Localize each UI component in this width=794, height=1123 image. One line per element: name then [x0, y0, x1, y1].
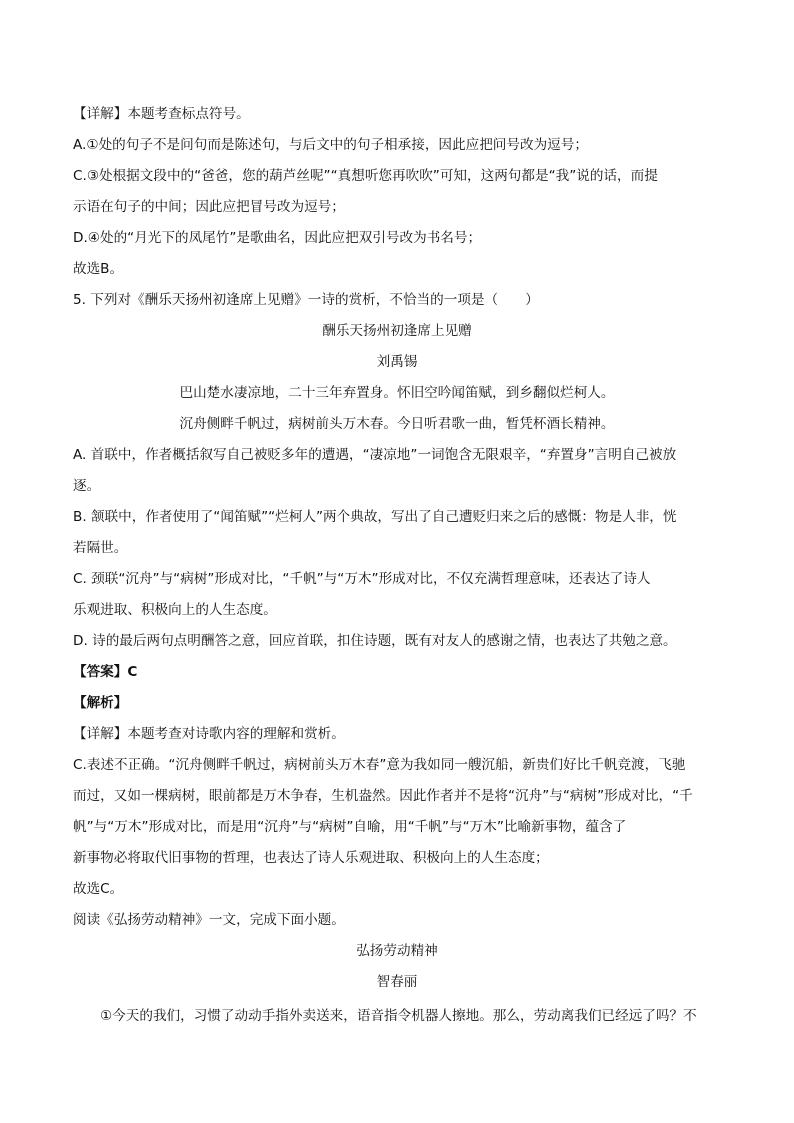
article-author: 智春丽 — [376, 974, 418, 990]
explanation-line-1: C.表述不正确。“沉舟侧畔千帆过，病树前头万木春”意为我如同一艘沉船，新贵们好比千帆竞渡，飞驰 — [73, 757, 686, 773]
choice-b: 故选B。 — [73, 261, 124, 277]
option-d: D. 诗的最后两句点明酬答之意，回应首联，扣住诗题，既有对友人的感谢之情，也表达了共勉之意。 — [73, 633, 677, 649]
explanation-c-line1: C.③处根据文段中的“爸爸，您的葫芦丝呢”“真想听您再吹吹”可知，这两句都是“我”说的话，而提 — [73, 168, 658, 184]
analysis-label: 【解析】 — [73, 695, 128, 711]
explanation-line-2: 而过，又如一棵病树，眼前都是万木争春，生机盎然。因此作者并不是将“沉舟”与“病树”形成对比，“千 — [73, 788, 693, 804]
poem-title: 酬乐天扬州初逢席上见赠 — [322, 323, 472, 339]
poem-line-2: 沉舟侧畔千帆过，病树前头万木春。今日听君歌一曲，暂凭杯酒长精神。 — [179, 416, 615, 432]
reading-intro: 阅读《弘扬劳动精神》一文，完成下面小题。 — [73, 912, 345, 928]
explanation-line-4: 新事物必将取代旧事物的哲理，也表达了诗人乐观进取、积极向上的人生态度； — [73, 850, 549, 866]
poem-line-1: 巴山楚水凄凉地，二十三年弃置身。怀旧空吟闻笛赋，到乡翻似烂柯人。 — [179, 385, 615, 401]
choice-c: 故选C。 — [73, 881, 124, 897]
article-paragraph-1: ①今天的我们，习惯了动动手指外卖送来，语音指令机器人擦地。那么，劳动离我们已经远了吗？不 — [100, 1008, 697, 1024]
option-c-line1: C. 颈联“沉舟”与“病树”形成对比，“千帆”与“万木”形成对比，不仅充满哲理意味，还表达了诗人 — [73, 571, 651, 587]
question-5-stem: 5. 下列对《酬乐天扬州初逢席上见赠》一诗的赏析，不恰当的一项是（ ） — [73, 292, 539, 308]
option-a-line1: A. 首联中，作者概括叙写自己被贬多年的遭遇，“凄凉地”一词饱含无限艰辛，“弃置身”言明自己被放 — [73, 447, 677, 463]
answer-label: 【答案】C — [73, 664, 138, 680]
option-a-line2: 逐。 — [73, 478, 101, 494]
explanation-line-3: 帆”与“万木”形成对比，而是用“沉舟”与“病树”自喻，用“千帆”与“万木”比喻新事物，蕴含了 — [73, 819, 627, 835]
article-title: 弘扬劳动精神 — [356, 943, 438, 959]
explanation-c-line2: 示语在句子的中间；因此应把冒号改为逗号； — [73, 199, 345, 215]
option-c-line2: 乐观进取、积极向上的人生态度。 — [73, 602, 277, 618]
detail-heading-2: 【详解】本题考查对诗歌内容的理解和赏析。 — [73, 726, 345, 742]
poem-author: 刘禹锡 — [376, 354, 418, 370]
option-b-line2: 若隔世。 — [73, 540, 128, 556]
option-b-line1: B. 颔联中，作者使用了“闻笛赋”“烂柯人”两个典故，写出了自己遭贬归来之后的感慨：物是人非，恍 — [73, 509, 677, 525]
explanation-d: D.④处的“月光下的凤尾竹”是歌曲名，因此应把双引号改为书名号； — [73, 230, 482, 246]
explanation-a: A.①处的句子不是问句而是陈述句，与后文中的句子相承接，因此应把问号改为逗号； — [73, 137, 588, 153]
detail-heading-1: 【详解】本题考查标点符号。 — [73, 106, 250, 122]
